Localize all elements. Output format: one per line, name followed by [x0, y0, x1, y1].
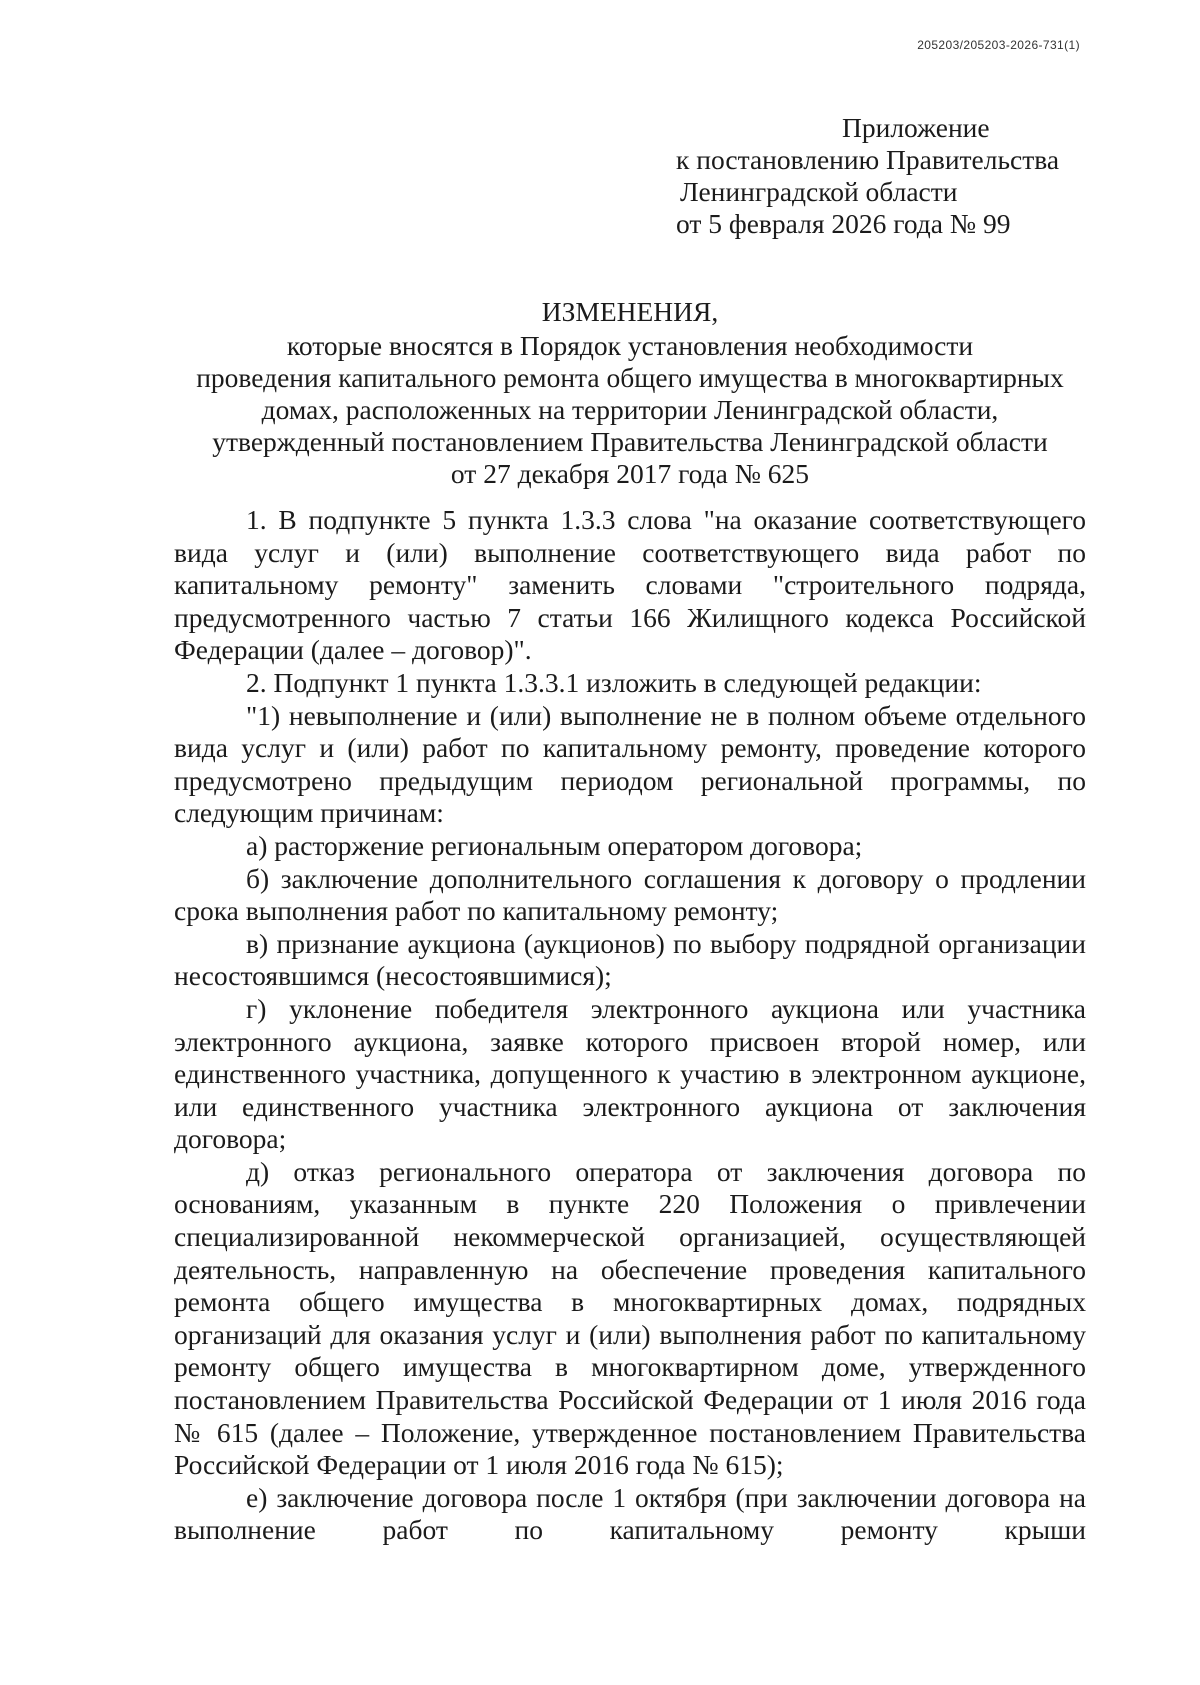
title-line: утвержденный постановлением Правительства Ленинградской области — [212, 426, 1048, 457]
appendix-date: от 5 февраля 2026 года № 99 — [676, 208, 1011, 239]
paragraph-2: 2. Подпункт 1 пункта 1.3.3.1 изложить в следующей редакции: — [246, 666, 982, 698]
paragraph-subitem-1: "1) невыполнение и (или) выполнение не в полном объеме отдельного вида услуг и (или) работ по капитальному ремонту, проведение которого предусмотрено предыдущим периодом региональной программы, по следующим причинам: — [174, 699, 1086, 829]
paragraph-1: 1. В подпункте 5 пункта 1.3.3 слова "на оказание соответствующего вида услуг и (или) выполнение соответствующего вида работ по капитальному ремонту" заменить словами "строительного подряда, предусмотренного частью 7 статьи 166 Жилищного кодекса Российской Федерации (далее – договор)". — [174, 504, 1086, 666]
appendix-title: Приложение — [842, 112, 990, 143]
title-line: проведения капитального ремонта общего имущества в многоквартирных — [196, 362, 1064, 393]
title-line: которые вносятся в Порядок установления необходимости — [286, 330, 974, 361]
paragraph-item-d: д) отказ регионального оператора от заключения договора по основаниям, указанным в пункте 220 Положения о привлечении специализированной некоммерческой организацией, осуществляющей деятельность, направленную на обеспечение проведения капитального ремонта общего имущества в многоквартирных домах, подрядных организаций для оказания услуг и (или) выполнения работ по капитальному ремонту общего имущества в многоквартирном доме, утвержденного постановлением Правительства Российской Федерации от 1 июля 2016 года № 615 (далее – Положение, утвержденное постановлением Правительства Российской Федерации от 1 июля 2016 года № 615); — [174, 1155, 1086, 1481]
document-title — [170, 296, 1090, 490]
document-id: 205203/205203-2026-731(1) — [917, 38, 1080, 52]
appendix-region: Ленинградской области — [680, 176, 958, 207]
paragraph-item-e: е) заключение договора после 1 октября (при заключении договора на выполнение работ по капитальному ремонту крыши — [174, 1481, 1086, 1546]
document-body — [174, 504, 1086, 1547]
title-line: от 27 декабря 2017 года № 625 — [450, 458, 810, 489]
paragraph-item-v: в) признание аукциона (аукционов) по выбору подрядной организации несостоявшимся (несостоявшимися); — [174, 927, 1086, 992]
title-line: домах, расположенных на территории Ленинградской области, — [261, 394, 999, 425]
appendix-block — [676, 112, 1059, 240]
paragraph-item-g: г) уклонение победителя электронного аукциона или участника электронного аукциона, заявке которого присвоен второй номер, или единственного участника, допущенного к участию в электронном аукционе, или единственного участника электронного аукциона от заключения договора; — [174, 992, 1086, 1155]
paragraph-item-b: б) заключение дополнительного соглашения к договору о продлении срока выполнения работ по капитальному ремонту; — [174, 862, 1086, 927]
paragraph-item-a: а) расторжение региональным оператором договора; — [246, 829, 863, 861]
appendix-reference: к постановлению Правительства — [676, 144, 1060, 175]
title-heading: ИЗМЕНЕНИЯ, — [541, 296, 719, 327]
